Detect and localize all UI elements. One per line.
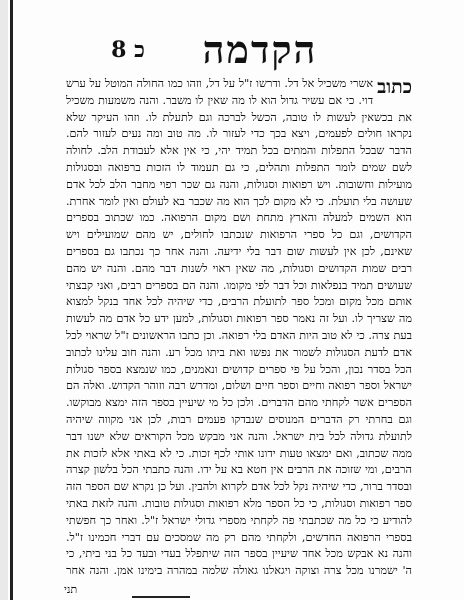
page-number: כ 8 [111,37,145,63]
opening-word: כתוב [377,76,412,98]
body-paragraph: אשרי משכיל אל דל. ודרשו ז"ל על דל, וזהו כמו החולה המוטל על ערש דוי. כי אם עשיר גדול הוא לו מה שאין לו משבר. והנה משמעות משכיל את בכשאין לעשות לו טובה, הכשל לברכה וגם לתעלת לו. וזהו העיקר שלא נקראו חולים לפעמים, ויצא בכך כדי לעזור לו. מה טוב ומה נעים לעזור להם. הדבר שבכל התפלות והמתים בכל תמיד יהי, כי אין אלא לעבודת הלב. לחולה לשם שמים לומר התפלות ותהלים, כי גם תעמוד לו הזכות ברפואה ובסגולות מועילות וחשובות. ויש רפואות וסגולות, והנה גם שכר רפוי מחבר הלב לכל אדם שעושה בלי תועלת. כי לא מקום לכך הוא מה שכבר בא לעולם ואין לומר אחרת. הוא השמים למעלה והארץ מתחת ושם מקום הרפואה. כמו שכתוב בספרים הקדושים, וגם כל ספרי הרפואות שנכתבו לחולים, יש מהם שמועילים ויש שאינם, לכן אין לעשות שום דבר בלי ידיעה. והנה אחר כך נכתבו גם בספרים רבים שמות הקדושים וסגולות, מה שאין ראוי לשנות דבר מהם. והנה יש מהם שעושים תמיד בנפלאות וכל דבר לפי מקומו. והנה הם בספרים רבים, ואני קבצתי אותם מכל מקום ומכל ספר לתועלת הרבים, כדי שיהיה לכל אחד בנקל למצוא מה שצריך לו. ועל זה נאמר ספר רפואות וסגולות, למען ידע כל אדם מה לעשות בעת צרה. כי לא טוב היות האדם בלי רפואה. וכן כתבו הראשונים ז"ל שראוי לכל אדם לדעת הסגולות לשמור את נפשו ואת ביתו מכל רע. והנה חוב עלינו לכתוב הכל בסדר נכון, והכל על פי ספרים קדושים ונאמנים, כמו שנמצא בספר סגולות ישראל וספר רפואה וחיים וספר חיים ושלום, ומדרש רבה וזוהר הקדוש. ואלה הם הספרים אשר לקחתי מהם הדברים. ולכן כל מי שיעיין בספר הזה ימצא מבוקשו. וגם בחרתי רק הדברים המנוסים שנבדקו פעמים רבות, לכן אני מקווה שיהיה לתועלת גדולה לכל בית ישראל. והנה אני מבקש מכל הקוראים שלא ישנו דבר ממה שכתוב, ואם ימצאו טעות ידונו אותי לכף זכות. כי לא באתי אלא לזכות את הרבים, ומי שזוכה את הרבים אין חטא בא על ידו. והנה כתבתי הכל בלשון קצרה ובסדר ברור, כדי שיהיה נקל לכל אדם לקרוא ולהבין. ועל כן נקרא שם הספר הזה ספר רפואות וסגולות, כי כל הספר מלא רפואות וסגולות טובות. והנה לזאת באתי להודיע כי כל מה שכתבתי פה לקחתי מספרי גדולי ישראל ז"ל. ואחר כך חפשתי בספרי הרפואה החדשים, ולקחתי מהם רק מה שמסכים עם דברי חכמינו ז"ל. והנה נא אבקש מכל אחד שיעיין בספר הזה שיתפלל בעדי ובעד כל בני ביתי, כי ה' ישמרנו מכל צרה וצוקה ויגאלנו גאולה שלמה במהרה בימינו אמן. והנה אחר [66,77,412,578]
catchword: תני [64,583,78,596]
page-gutter-edge [0,0,8,600]
page-title: הקדמה [202,27,318,72]
bottom-scan-mark [132,596,190,598]
body-text [66,76,412,581]
page-gutter-line [10,0,13,600]
